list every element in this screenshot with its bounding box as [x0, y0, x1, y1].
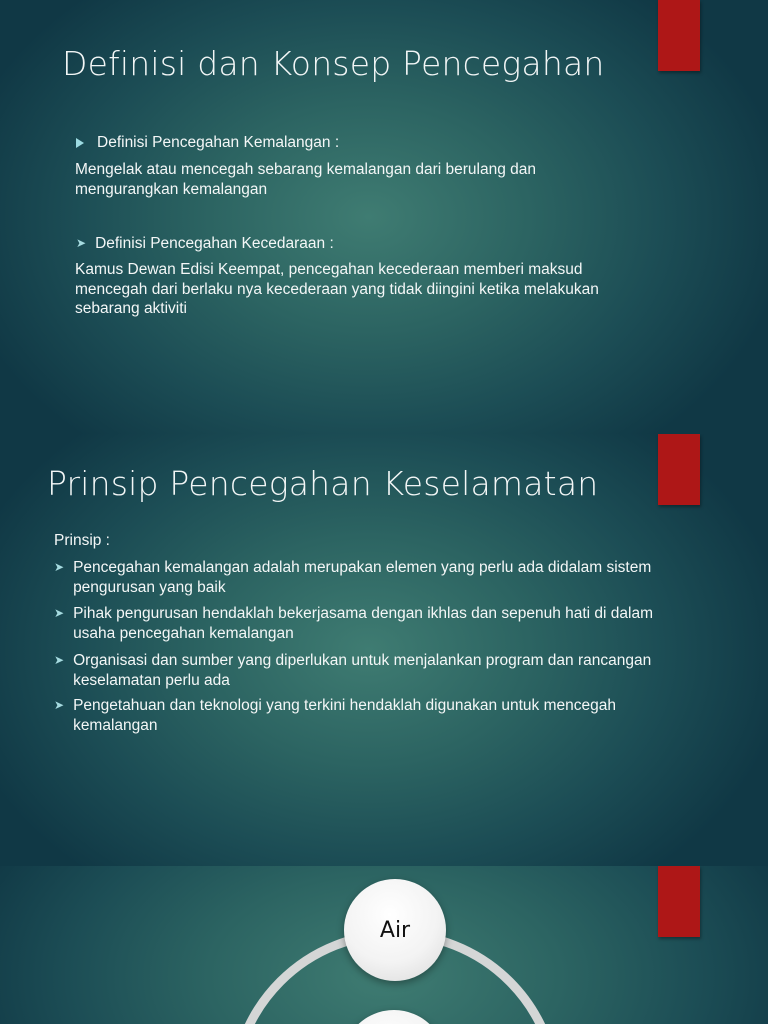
bullet-line: kemalangan [73, 716, 158, 734]
bullet-line: Pihak pengurusan hendaklah bekerjasama dengan ikhlas dan sepenuh hati di dalam [73, 605, 654, 622]
bullet-text [73, 651, 651, 690]
body-line: mencegah dari berlaku nya kecederaan yang tidak diingini ketika melakukan [75, 280, 599, 298]
bullet-heading: Definisi Pencegahan Kecedaraan : [95, 235, 334, 252]
bullet-line: Organisasi dan sumber yang diperlukan untuk menjalankan program dan rancangan [73, 652, 652, 669]
chevron-bullet-icon: ➤ [76, 236, 87, 250]
bullet-line: keselamatan perlu ada [73, 671, 230, 689]
body-text [75, 160, 635, 199]
bullet-heading: Definisi Pencegahan Kemalangan : [97, 134, 340, 151]
bullet-item [76, 133, 339, 153]
slide-title: Prinsip Pencegahan Keselamatan [47, 464, 599, 503]
body-line: mengurangkan kemalangan [75, 180, 268, 198]
triangle-bullet-icon [76, 138, 84, 148]
slide-prinsip [0, 434, 768, 866]
chevron-bullet-icon: ➤ [54, 560, 65, 574]
body-line: Kamus Dewan Edisi Keempat, pencegahan kecederaan memberi maksud [75, 261, 583, 278]
chevron-bullet-icon: ➤ [54, 698, 65, 712]
body-line: Mengelak atau mencegah sebarang kemalangan dari berulang dan [75, 161, 537, 178]
bullet-line: Pencegahan kemalangan adalah merupakan elemen yang perlu ada didalam sistem [73, 559, 652, 576]
bullet-text [73, 558, 651, 597]
chevron-bullet-icon: ➤ [54, 653, 65, 667]
bullet-text [73, 696, 616, 735]
bullet-text [73, 604, 653, 643]
bullet-line: Pengetahuan dan teknologi yang terkini hendaklah digunakan untuk mencegah [73, 697, 616, 714]
body-text [75, 260, 675, 319]
red-accent-tab [658, 0, 700, 71]
bullet-line: pengurusan yang baik [73, 578, 226, 596]
bullet-item [54, 604, 653, 643]
slide-cycle-diagram [0, 866, 768, 1024]
slide-definisi [0, 0, 768, 434]
body-line: sebarang aktiviti [75, 300, 188, 317]
chevron-bullet-icon: ➤ [54, 606, 65, 620]
bullet-item [54, 651, 651, 690]
slide-title: Definisi dan Konsep Pencegahan [62, 44, 605, 83]
bullet-item [76, 234, 334, 254]
intro-text: Prinsip : [54, 532, 110, 549]
red-accent-tab [658, 434, 700, 505]
bullet-item [54, 558, 651, 597]
bullet-line: usaha pencegahan kemalangan [73, 624, 294, 642]
cycle-node-label: Air [379, 917, 411, 943]
cycle-node-air [344, 879, 446, 981]
bullet-item [54, 696, 616, 735]
